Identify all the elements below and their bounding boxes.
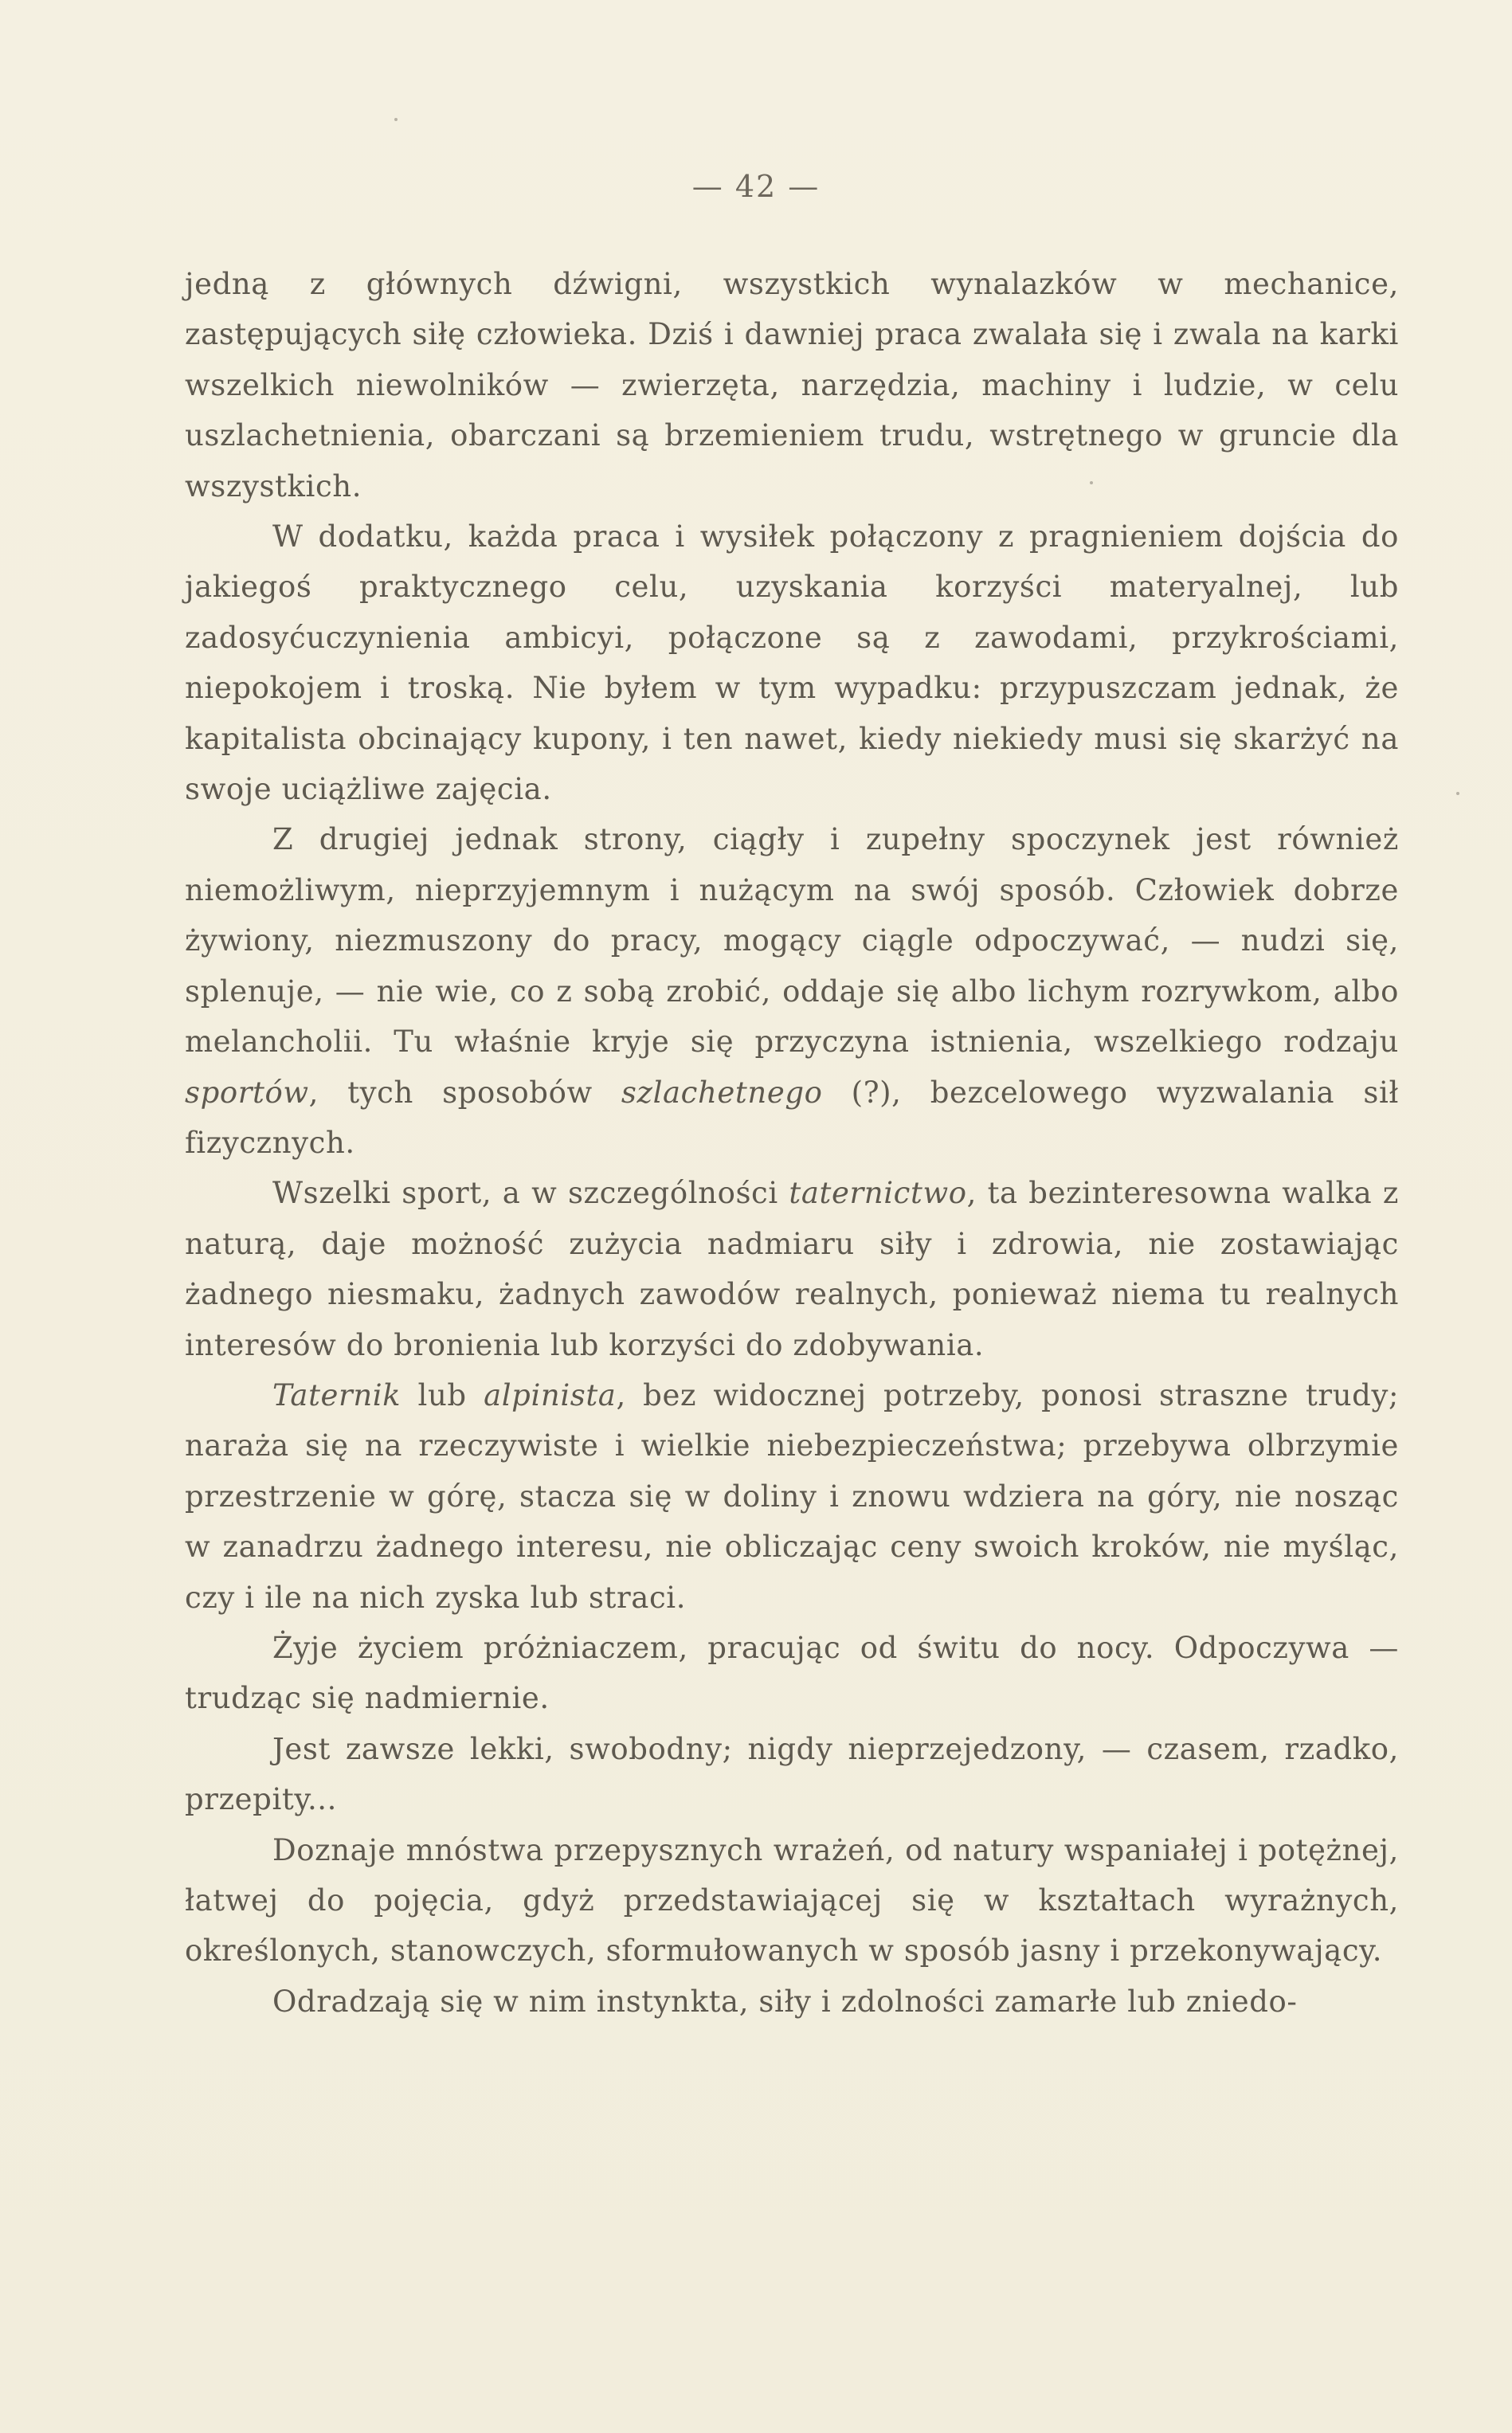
- text-run: Odradzają się w nim instynkta, siły i zdolności zamarłe lub zniedo-: [272, 1984, 1298, 2019]
- text-run: lub: [401, 1377, 484, 1412]
- paper-speck: [1456, 792, 1459, 795]
- text-run: Wszelki sport, a w szczególności: [272, 1176, 789, 1211]
- paragraph: [185, 1168, 1399, 1370]
- paragraph: [185, 1977, 1399, 2027]
- text-run: , tych sposobów: [308, 1075, 621, 1110]
- italic-text: taternictwo: [789, 1176, 967, 1211]
- paragraph: [185, 511, 1399, 814]
- text-run: , bez widocznej potrzeby, ponosi straszne trudy; naraża się na rzeczywiste i wielkie niebezpieczeństwa; przebywa olbrzymie przestrzenie w górę, stacza się w doliny i znowu wdziera na góry, nie nosząc w zanadrzu żadnego interesu, nie obliczając ceny swoich kroków, nie myśląc, czy i ile na nich zyska lub straci.: [185, 1377, 1400, 1615]
- text-run: W dodatku, każda praca i wysiłek połączony z pragnieniem dojścia do jakiegoś praktycznego celu, uzyskania korzyści materyalnej, lub zadosyćuczynienia ambicyi, połączone są z zawodami, przykrościami, niepokojem i troską. Nie byłem w tym wypadku: przypuszczam jednak, że kapitalista obcinający kupony, i ten nawet, kiedy niekiedy musi się skarżyć na swoje uciążliwe zajęcia.: [185, 519, 1399, 807]
- text-run: Doznaje mnóstwa przepysznych wrażeń, od natury wspaniałej i potężnej, łatwej do pojęcia, gdyż przedstawiającej się w kształtach wyrażnych, określonych, stanowczych, sformułowanych w sposób jasny i przekonywający.: [185, 1832, 1399, 1969]
- paper-speck: [1090, 481, 1093, 484]
- italic-text: Taternik: [272, 1377, 402, 1412]
- italic-text: sportów: [185, 1075, 309, 1110]
- paragraph: [185, 1370, 1399, 1623]
- page-number: — 42 —: [691, 169, 821, 204]
- paragraph: [185, 1825, 1399, 1977]
- italic-text: alpinista: [484, 1377, 617, 1412]
- text-run: (?), bezcelowego wyzwalania sił fizycznych.: [185, 1075, 1399, 1160]
- paragraph: [185, 259, 1399, 511]
- text-run: Żyje życiem próżniaczem, pracując od świtu do nocy. Odpoczywa — trudząc się nadmiernie.: [185, 1630, 1399, 1716]
- text-run: , ta bezinteresowna walka z naturą, daje możność zużycia nadmiaru siły i zdrowia, nie zostawiając żadnego niesmaku, żadnych zawodów realnych, ponieważ niema tu realnych interesów do bronienia lub korzyści do zdobywania.: [185, 1176, 1399, 1362]
- body-text: [185, 259, 1399, 2027]
- text-run: Z drugiej jednak strony, ciągły i zupełny spoczynek jest również niemożliwym, nieprzyjemnym i nużącym na swój sposób. Człowiek dobrze żywiony, niezmuszony do pracy, mogący ciągle odpoczywać, — nudzi się, splenuje, — nie wie, co z sobą zrobić, oddaje się albo lichym rozrywkom, albo melancholii. Tu właśnie kryje się przyczyna istnienia, wszelkiego rodzaju: [185, 822, 1399, 1060]
- paper-speck: [394, 118, 398, 121]
- paragraph: [185, 814, 1399, 1168]
- text-run: Jest zawsze lekki, swobodny; nigdy nieprzejedzony, — czasem, rzadko, przepity...: [185, 1731, 1399, 1817]
- text-run: jedną z głównych dźwigni, wszystkich wynalazków w mechanice, zastępujących siłę człowieka. Dziś i dawniej praca zwalała się i zwala na karki wszelkich niewolników — zwierzęta, narzędzia, machiny i ludzie, w celu uszlachetnienia, obarczani są brzemieniem trudu, wstrętnego w gruncie dla wszystkich.: [185, 267, 1399, 503]
- paragraph: [185, 1724, 1399, 1825]
- paragraph: [185, 1623, 1399, 1724]
- italic-text: szlachetnego: [621, 1075, 823, 1110]
